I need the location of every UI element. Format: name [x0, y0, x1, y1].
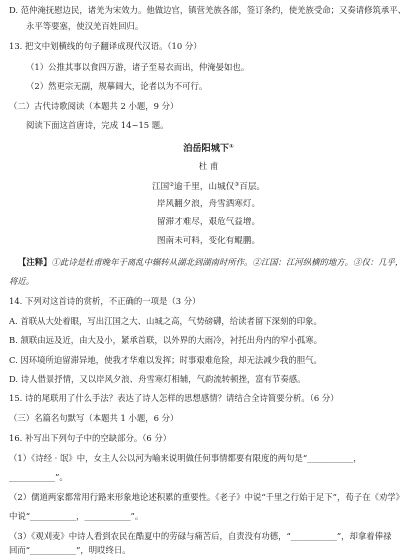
question-16-part-1: （1）《诗经 · 氓》中，女主人公以河为喻来说明做任何事情都要有限度的两句是“___________， — [9, 453, 362, 463]
question-14-option-b: B. 颔联由远及近，由大及小，紧承首联，以外界的大雨冷，衬托出舟内的窄小孤寒。 — [9, 335, 322, 345]
question-14-option-a: A. 首联从大处着眼，写出江国之大、山城之高，气势磅礴，给读者留下深刻的印象。 — [9, 316, 322, 326]
section-3-heading: （三）名篇名句默写（本题共 1 小题，6 分） — [9, 413, 179, 423]
option-d-line-1: D. 范仲淹抚慰边民，诸羌为宋效力。他做边官，镇营羌族各部，签订条约，使羌族受命；又奏请修筑承平、 — [9, 5, 406, 15]
question-15: 15. 诗的尾联用了什么手法？表达了诗人怎样的思想感情？请结合全诗简要分析。（6 分） — [9, 393, 339, 403]
poem-title-footnote-mark: ① — [229, 144, 234, 150]
annotation-line-1 — [18, 257, 411, 268]
poem-line-2: 岸风翻夕浪，舟雪洒寒灯。 — [156, 199, 261, 209]
poem-line-1-part-a: 江国 — [151, 182, 170, 192]
question-16-part-3-cont: 回而“___________”，明哎终日。 — [9, 545, 131, 555]
annotation-label: 【注释】 — [18, 257, 52, 267]
reading-instruction: 阅读下面这首唐诗，完成 14~15 题。 — [26, 120, 169, 130]
annotation-text: ①此诗是杜甫晚年于离乱中辗转从湖北到湖南时所作。②江国：江河纵横的地方。③仅：几乎， — [51, 257, 404, 267]
poem-footnote-mark-2: ② — [169, 182, 175, 188]
question-13-part-1: （1）公推其事以食四万游，诸子至易衣而出，仲淹晏如也。 — [26, 62, 250, 72]
question-16-part-3: （3）《观刈麦》中诗人看到农民在酷夏中的劳碌与痛苦后，自责没有功德，“___________”，却拿着俸禄 — [9, 531, 392, 541]
option-d-line-2: 永平等要塞，使汉羌百姓回归。 — [26, 21, 144, 31]
poem-author: 杜 甫 — [198, 161, 219, 171]
question-16: 16. 补写出下列句子中的空缺部分。（6 分） — [9, 433, 172, 443]
question-14-option-c: C. 因环境所迫留滞异地，使我才华难以发挥；时事艰难危险，却无法减少我的胆气。 — [9, 355, 322, 365]
question-16-part-1-cont: ___________”。 — [9, 472, 68, 482]
question-13-part-2: （2）然更宗无副，规摹阔大，论者以为不可行。 — [26, 81, 208, 91]
question-16-part-2: （2）儒道两家都常用行路来形象地论述积累的重要性。《老子》中说“千里之行始于足下”，荀子在《劝学》 — [9, 492, 404, 502]
poem-title — [0, 142, 417, 154]
poem-line-1-part-b: 逾千里，山城仅 — [174, 182, 235, 192]
poem-line-1 — [0, 180, 417, 193]
poem-line-3: 留滞才难尽，艰危气益增。 — [156, 217, 261, 227]
question-13: 13. 把文中划横线的句子翻译成现代汉语。（10 分） — [9, 41, 202, 51]
poem-line-4: 图南未可料，变化有鲲鹏。 — [156, 236, 261, 246]
question-14-option-d: D. 诗人借景抒情，又以岸风夕浪、舟雪寒灯相辅，气韵流转顿挫，富有节奏感。 — [9, 374, 306, 384]
poem-footnote-mark-3: ③ — [234, 182, 240, 188]
question-14: 14. 下列对这首诗的赏析，不正确的一项是（3 分） — [9, 296, 201, 306]
poem-line-1-part-c: 百层。 — [239, 182, 266, 192]
section-2-heading: （二）古代诗歌阅读（本题共 2 小题，9 分） — [9, 101, 179, 111]
question-16-part-2-cont: 中说“___________，___________”。 — [9, 511, 144, 521]
poem-title-text: 泊岳阳城下 — [183, 143, 230, 154]
annotation-line-2: 将近。 — [9, 276, 35, 286]
